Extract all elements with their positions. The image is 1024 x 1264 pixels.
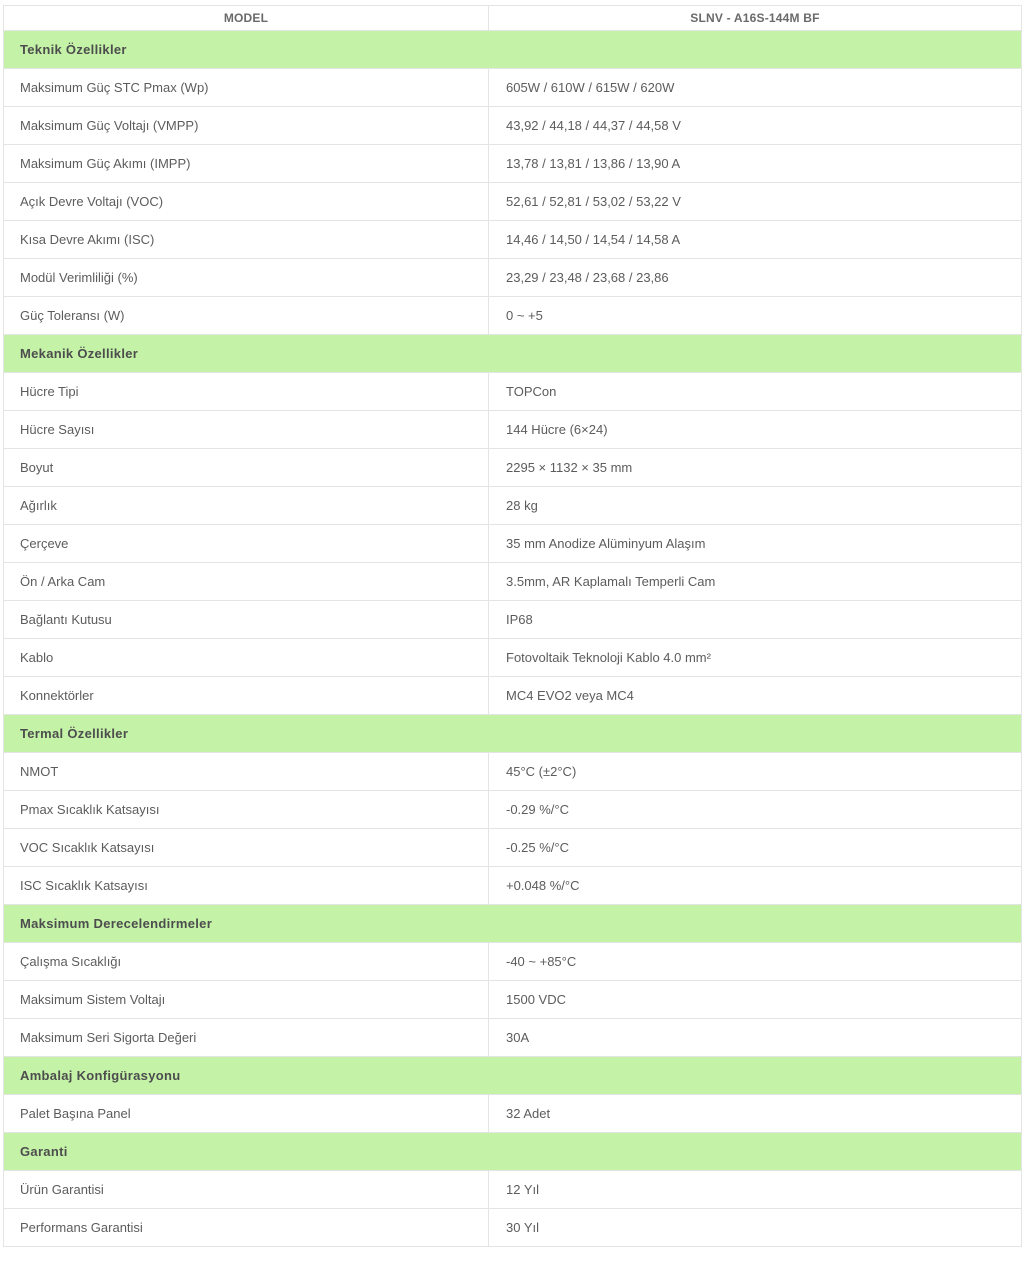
spec-label: Maksimum Güç Voltajı (VMPP) [4,107,489,145]
spec-value: 30A [489,1019,1022,1057]
section-header-row [4,905,1022,943]
table-row [4,1171,1022,1209]
table-row [4,829,1022,867]
spec-value: 45°C (±2°C) [489,753,1022,791]
spec-value: 32 Adet [489,1095,1022,1133]
spec-table-container [3,5,1021,1247]
model-header-row [4,6,1022,31]
spec-table [3,5,1022,1247]
table-row [4,563,1022,601]
spec-label: Kısa Devre Akımı (ISC) [4,221,489,259]
spec-value: -40 ~ +85°C [489,943,1022,981]
table-row [4,259,1022,297]
table-row [4,107,1022,145]
spec-value: 52,61 / 52,81 / 53,02 / 53,22 V [489,183,1022,221]
table-row [4,753,1022,791]
spec-table-body [4,31,1022,1247]
table-row [4,487,1022,525]
spec-label: Modül Verimliliği (%) [4,259,489,297]
spec-value: 3.5mm, AR Kaplamalı Temperli Cam [489,563,1022,601]
spec-value: Fotovoltaik Teknoloji Kablo 4.0 mm² [489,639,1022,677]
spec-value: -0.29 %/°C [489,791,1022,829]
spec-value: 43,92 / 44,18 / 44,37 / 44,58 V [489,107,1022,145]
spec-value: 1500 VDC [489,981,1022,1019]
spec-value: 2295 × 1132 × 35 mm [489,449,1022,487]
table-row [4,69,1022,107]
spec-label: Çerçeve [4,525,489,563]
table-row [4,449,1022,487]
spec-value: 35 mm Anodize Alüminyum Alaşım [489,525,1022,563]
section-title: Ambalaj Konfigürasyonu [4,1057,1022,1095]
table-row [4,525,1022,563]
spec-value: 23,29 / 23,48 / 23,68 / 23,86 [489,259,1022,297]
table-row [4,943,1022,981]
spec-label: Pmax Sıcaklık Katsayısı [4,791,489,829]
spec-label: Bağlantı Kutusu [4,601,489,639]
spec-label: VOC Sıcaklık Katsayısı [4,829,489,867]
spec-label: Maksimum Seri Sigorta Değeri [4,1019,489,1057]
table-row [4,183,1022,221]
model-label: MODEL [4,6,489,31]
table-row [4,981,1022,1019]
section-title: Maksimum Derecelendirmeler [4,905,1022,943]
spec-label: Maksimum Güç Akımı (IMPP) [4,145,489,183]
spec-label: Performans Garantisi [4,1209,489,1247]
spec-value: TOPCon [489,373,1022,411]
section-title: Garanti [4,1133,1022,1171]
spec-value: IP68 [489,601,1022,639]
spec-label: Konnektörler [4,677,489,715]
spec-label: Palet Başına Panel [4,1095,489,1133]
section-title: Termal Özellikler [4,715,1022,753]
spec-value: 12 Yıl [489,1171,1022,1209]
spec-value: 14,46 / 14,50 / 14,54 / 14,58 A [489,221,1022,259]
spec-label: Çalışma Sıcaklığı [4,943,489,981]
spec-label: Boyut [4,449,489,487]
spec-label: Ürün Garantisi [4,1171,489,1209]
spec-label: Maksimum Sistem Voltajı [4,981,489,1019]
table-row [4,639,1022,677]
spec-label: Maksimum Güç STC Pmax (Wp) [4,69,489,107]
table-row [4,145,1022,183]
spec-label: Hücre Tipi [4,373,489,411]
section-title: Mekanik Özellikler [4,335,1022,373]
section-header-row [4,31,1022,69]
spec-label: NMOT [4,753,489,791]
section-header-row [4,335,1022,373]
section-header-row [4,715,1022,753]
spec-label: Açık Devre Voltajı (VOC) [4,183,489,221]
spec-value: 144 Hücre (6×24) [489,411,1022,449]
table-row [4,297,1022,335]
spec-label: Hücre Sayısı [4,411,489,449]
table-row [4,791,1022,829]
table-row [4,221,1022,259]
spec-value: MC4 EVO2 veya MC4 [489,677,1022,715]
table-row [4,677,1022,715]
model-value: SLNV - A16S-144M BF [489,6,1022,31]
section-header-row [4,1133,1022,1171]
table-row [4,1019,1022,1057]
section-title: Teknik Özellikler [4,31,1022,69]
spec-label: Ağırlık [4,487,489,525]
spec-value: 0 ~ +5 [489,297,1022,335]
spec-label: ISC Sıcaklık Katsayısı [4,867,489,905]
spec-value: -0.25 %/°C [489,829,1022,867]
spec-value: 13,78 / 13,81 / 13,86 / 13,90 A [489,145,1022,183]
table-row [4,373,1022,411]
table-row [4,1209,1022,1247]
table-row [4,1095,1022,1133]
table-row [4,601,1022,639]
spec-value: +0.048 %/°C [489,867,1022,905]
table-row [4,411,1022,449]
spec-value: 28 kg [489,487,1022,525]
table-row [4,867,1022,905]
spec-value: 605W / 610W / 615W / 620W [489,69,1022,107]
spec-label: Ön / Arka Cam [4,563,489,601]
section-header-row [4,1057,1022,1095]
spec-label: Kablo [4,639,489,677]
spec-value: 30 Yıl [489,1209,1022,1247]
spec-label: Güç Toleransı (W) [4,297,489,335]
